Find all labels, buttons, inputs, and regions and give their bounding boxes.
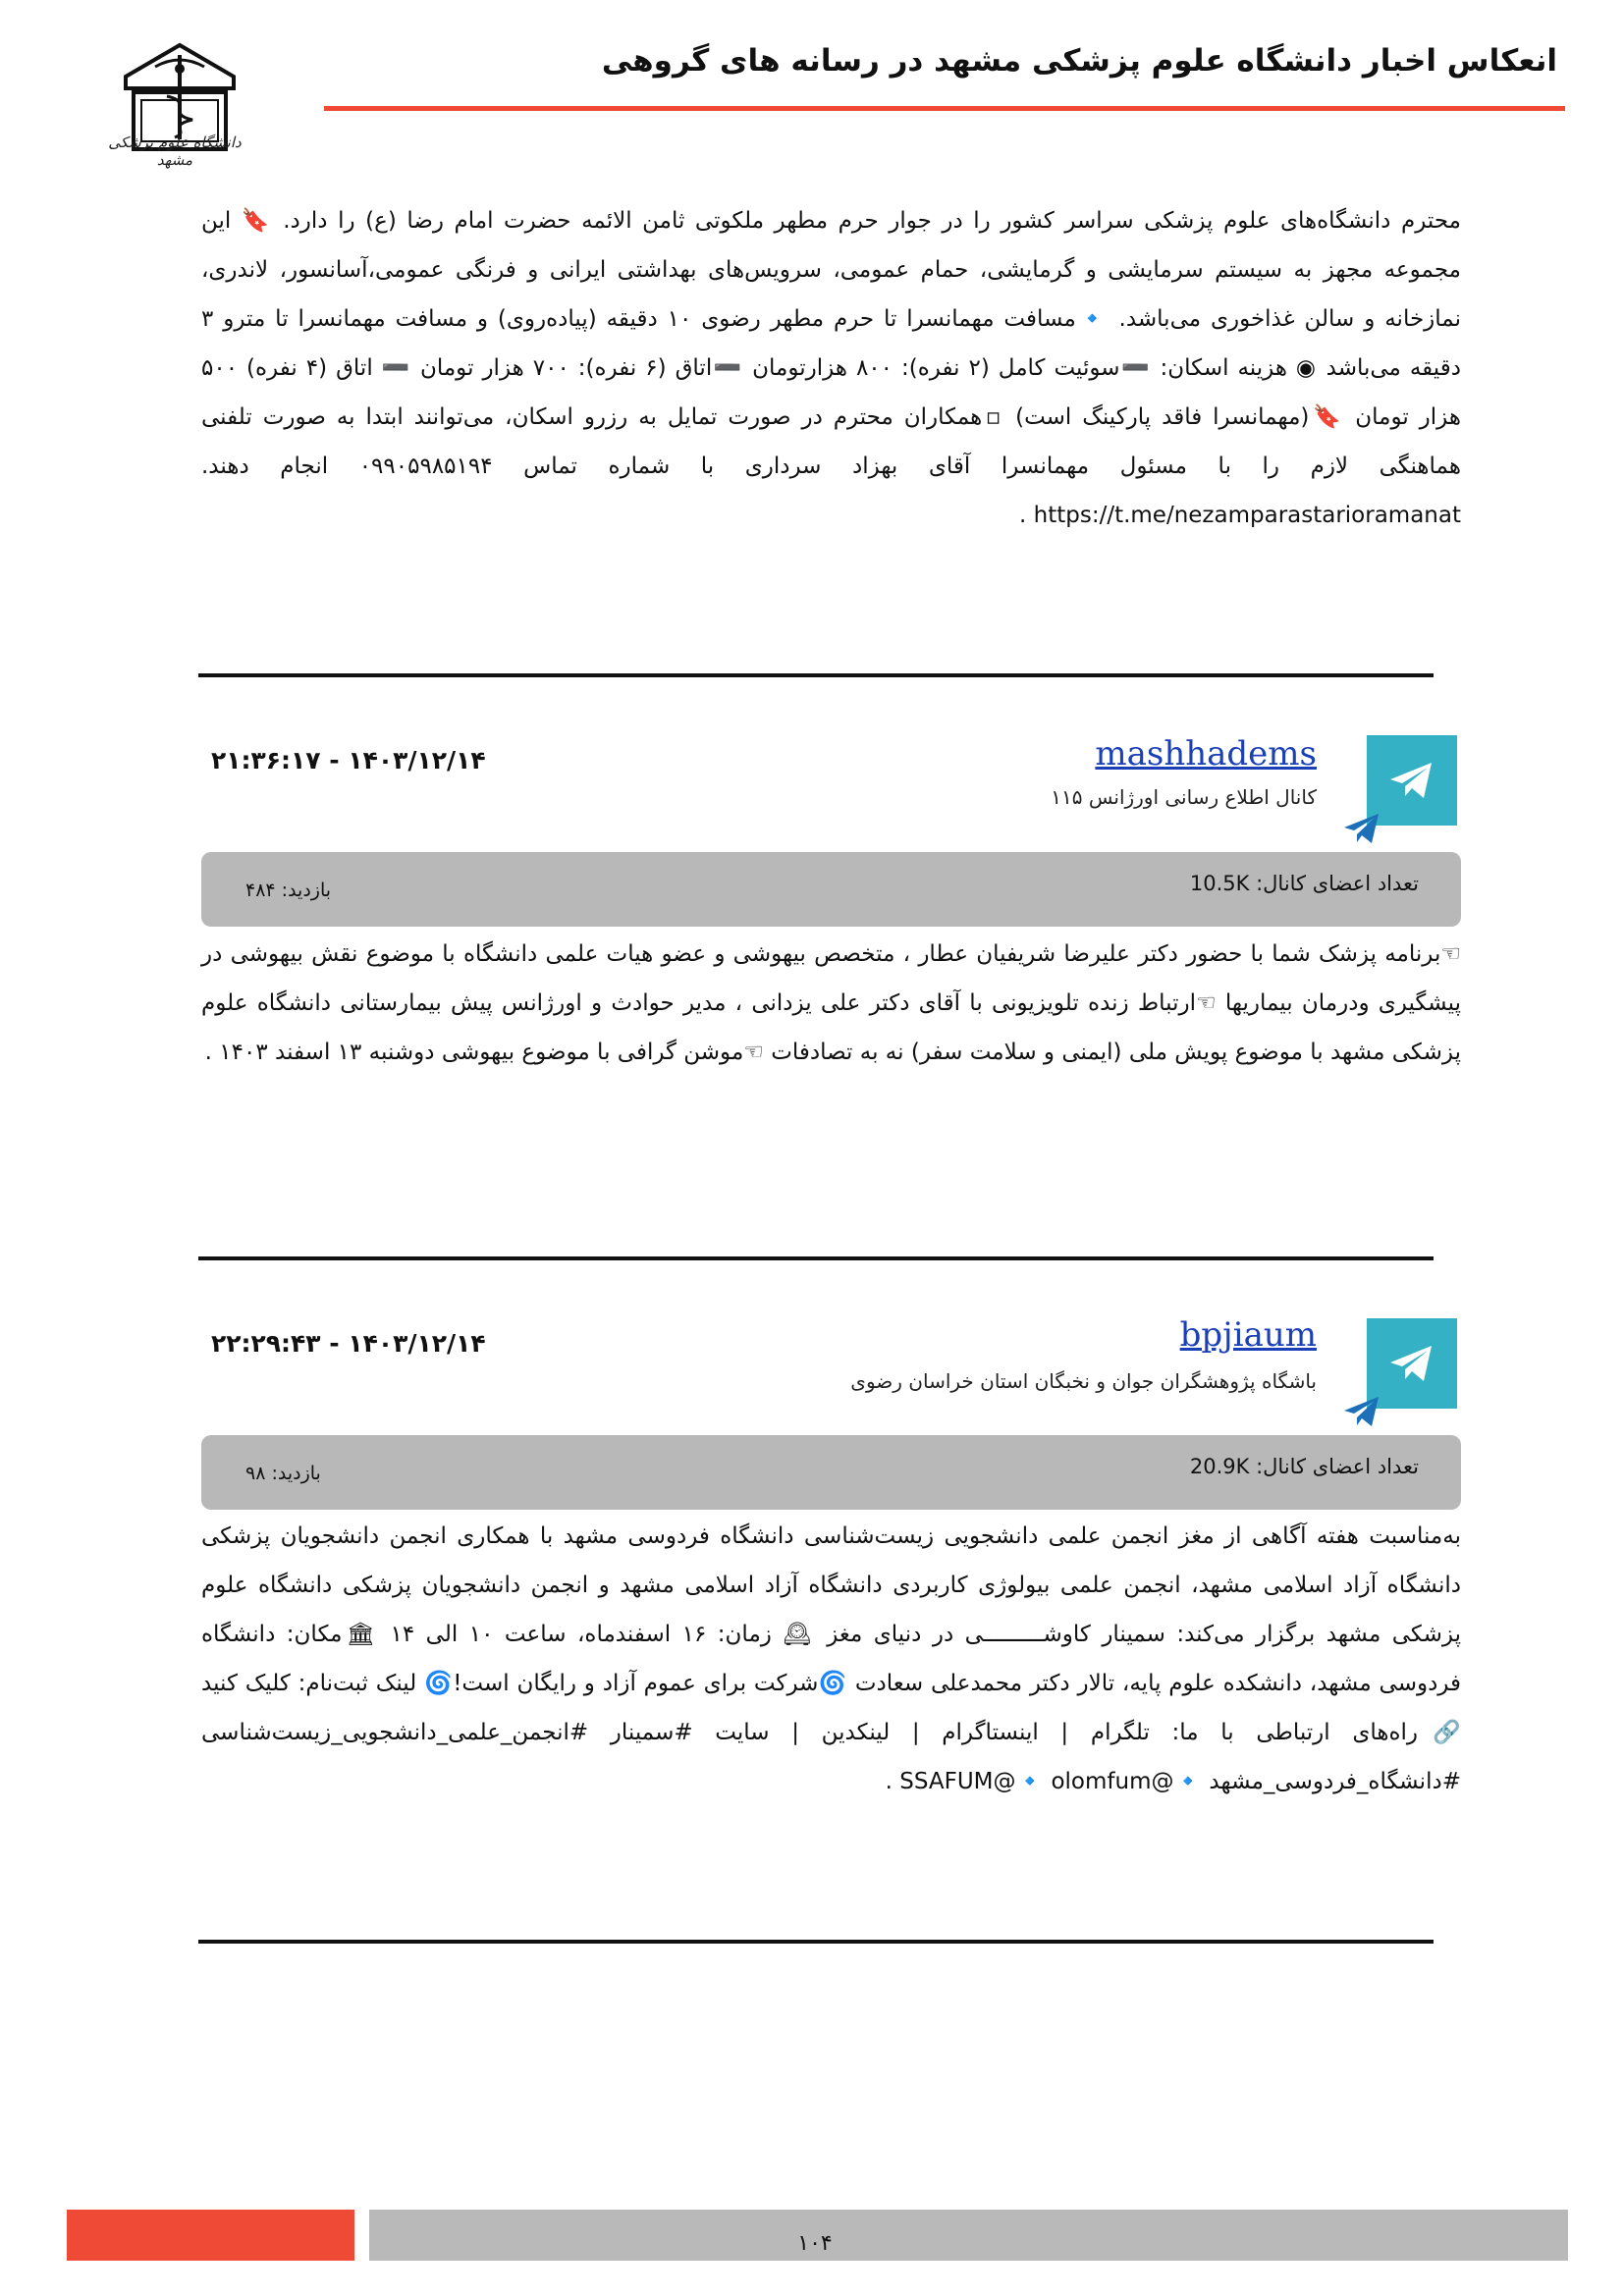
page-number: ۱۰۴	[797, 2231, 833, 2256]
page-header-title: انعکاس اخبار دانشگاه علوم پزشکی مشهد در رسانه های گروهی	[601, 43, 1557, 79]
header-divider	[324, 106, 1565, 111]
logo-caption: دانشگاه علوم پزشکی مشهد	[108, 133, 242, 169]
post-view-count: بازدید: ۴۸۴	[245, 880, 332, 901]
section-separator	[198, 673, 1434, 677]
channel-description: باشگاه پژوهشگران جوان و نخبگان استان خراسان رضوی	[850, 1369, 1317, 1393]
post-datetime: ۲۱:۳۶:۱۷ - ۱۴۰۳/۱۲/۱۴	[211, 746, 486, 774]
footer-accent-block	[67, 2210, 354, 2261]
channel-description: کانال اطلاع رسانی اورژانس ۱۱۵	[1051, 785, 1317, 809]
telegram-icon	[1384, 1336, 1439, 1391]
telegram-small-icon	[1341, 1391, 1382, 1432]
post-datetime: ۲۲:۲۹:۴۳ - ۱۴۰۳/۱۲/۱۴	[211, 1329, 486, 1358]
channel-name-link[interactable]: bpjiaum	[1179, 1315, 1317, 1355]
channel-member-count: تعداد اعضای کانال: 20.9K	[1189, 1455, 1419, 1478]
footer-bar	[369, 2210, 1568, 2261]
telegram-icon	[1384, 753, 1439, 808]
post-body-text: ☜برنامه پزشک شما با حضور دکتر علیرضا شریفیان عطار ، متخصص بیهوشی و عضو هیات علمی دانشگاه با موضوع نقش بیهوشی در پیشگیری ودرمان بیماریها ☜ارتباط زنده تلویزیونی با آقای دکتر علی یزدانی ، مدیر حوادث و اورژانس پیش بیمارستانی دانشگاه علوم پزشکی مشهد با موضوع پویش ملی (ایمنی و سلامت سفر) نه به تصادفات ☜موشن گرافی با موضوع بیهوشی دوشنبه ۱۳ اسفند ۱۴۰۳ .	[201, 941, 1461, 1065]
channel-member-count: تعداد اعضای کانال: 10.5K	[1189, 872, 1419, 895]
telegram-small-icon	[1341, 808, 1382, 849]
post-view-count: بازدید: ۹۸	[245, 1463, 321, 1484]
intro-paragraph: محترم دانشگاه‌های علوم پزشکی سراسر کشور را در جوار حرم مطهر ملکوتی ثامن الائمه حضرت امام رضا (ع) را دارد. 🔖 این مجموعه مجهز به سیستم سرمایشی و گرمایشی، حمام عمومی، سرویس‌های بهداشتی ایرانی و فرنگی عمومی،آسانسور، لاندری، نمازخانه و سالن غذاخوری می‌باشد. 🔹مسافت مهمانسرا تا حرم مطهر رضوی ۱۰ دقیقه (پیاده‌روی) و مسافت مهمانسرا تا مترو ۳ دقیقه می‌باشد ◉ هزینه اسکان: ➖سوئیت کامل (۲ نفره): ۸۰۰ هزارتومان ➖اتاق (۶ نفره): ۷۰۰ هزار تومان ➖ اتاق (۴ نفره) ۵۰۰ هزار تومان 🔖(مهمانسرا فاقد پارکینگ است) ▫همکاران محترم در صورت تمایل به رزرو اسکان، می‌توانند ابتدا به صورت تلفنی هماهنگی لازم را با مسئول مهمانسرا آقای بهزاد سرداری با شماره تماس ۰۹۹۰۵۹۸۵۱۹۴ انجام دهند. https://t.me/nezamparastarioramanat .	[201, 208, 1461, 528]
section-separator	[198, 1940, 1434, 1944]
section-separator	[198, 1256, 1434, 1260]
post-body-text: به‌مناسبت هفته آگاهی از مغز انجمن علمی دانشجویی زیست‌شناسی دانشگاه فردوسی مشهد با همکاری انجمن دانشجویان پزشکی دانشگاه آزاد اسلامی مشهد، انجمن علمی بیولوژی کاربردی دانشگاه آزاد اسلامی مشهد و انجمن دانشجویان پزشکی دانشگاه علوم پزشکی مشهد برگزار می‌کند: سمینار کاوشـــــــــی در دنیای مغز 🕰 زمان: ۱۶ اسفندماه، ساعت ۱۰ الی ۱۴ 🏛مکان: دانشگاه فردوسی مشهد، دانشکده علوم پایه، تالار دکتر محمدعلی سعادت 🌀شرکت برای عموم آزاد و رایگان است!🌀 لینک ثبت‌نام: کلیک کنید 🔗راه‌های ارتباطی با ما: تلگرام | اینستاگرام | لینکدین | سایت #سمینار #انجمن_علمی_دانشجویی_زیست‌شناسی #دانشگاه_فردوسی_مشهد 🔹@SSAFUM@🔹 olomfum .	[201, 1523, 1461, 1794]
channel-name-link[interactable]: mashhadems	[1095, 734, 1317, 774]
